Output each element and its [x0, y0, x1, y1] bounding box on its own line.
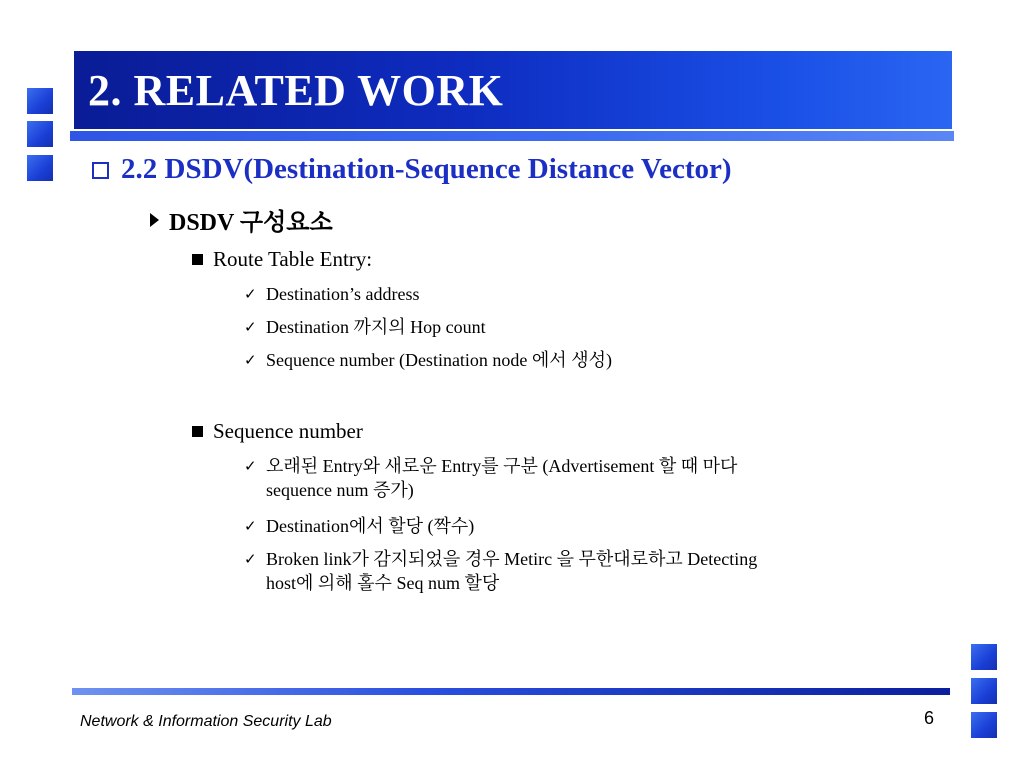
list-item-continuation: host에 의해 홀수 Seq num 할당	[266, 573, 500, 593]
decorative-square	[27, 121, 53, 147]
list-item	[244, 454, 737, 502]
list-item	[244, 514, 474, 538]
checkmark-icon: ✓	[244, 517, 257, 535]
footer-divider	[72, 688, 950, 695]
checkmark-icon: ✓	[244, 351, 257, 369]
list-item-text: Destination 까지의 Hop count	[266, 317, 486, 337]
checkmark-icon: ✓	[244, 550, 257, 568]
section-heading-text: 2.2 DSDV(Destination-Sequence Distance Vector)	[121, 153, 732, 185]
list-item-text: 오래된 Entry와 새로운 Entry를 구분 (Advertisement 할 때 마다	[266, 456, 738, 476]
subheading-text: DSDV 구성요소	[169, 210, 333, 236]
decorative-square	[971, 644, 997, 670]
group-label-text: Sequence number	[213, 419, 363, 443]
checkmark-icon: ✓	[244, 318, 257, 336]
group-label-text: Route Table Entry:	[213, 247, 373, 271]
decorative-square	[971, 712, 997, 738]
list-item	[244, 348, 612, 372]
checkbox-bullet-icon	[92, 162, 109, 179]
list-item-text: Destination에서 할당 (짝수)	[266, 516, 475, 536]
group-label	[192, 419, 363, 444]
title-underline	[70, 131, 954, 141]
square-bullet-icon	[192, 254, 203, 265]
group-label	[192, 247, 372, 272]
page-number: 6	[924, 708, 935, 728]
list-item	[244, 282, 419, 306]
title-bar	[74, 51, 952, 129]
list-item-continuation: sequence num 증가)	[266, 480, 414, 500]
footer-lab-name: Network & Information Security Lab	[80, 713, 332, 730]
decorative-square	[27, 88, 53, 114]
decorative-square	[27, 155, 53, 181]
slide-title: 2. RELATED WORK	[88, 66, 504, 115]
list-item-text: Destination’s address	[266, 284, 420, 304]
list-item	[244, 547, 757, 595]
checkmark-icon: ✓	[244, 457, 257, 475]
list-item-text: Broken link가 감지되었을 경우 Metirc 을 무한대로하고 Detecting	[266, 549, 758, 569]
subheading	[148, 202, 333, 237]
list-item	[244, 315, 486, 339]
list-item-text: Sequence number (Destination node 에서 생성)	[266, 350, 612, 370]
triangle-bullet-icon	[150, 213, 159, 227]
section-heading	[92, 153, 732, 186]
checkmark-icon: ✓	[244, 285, 257, 303]
square-bullet-icon	[192, 426, 203, 437]
decorative-square	[971, 678, 997, 704]
